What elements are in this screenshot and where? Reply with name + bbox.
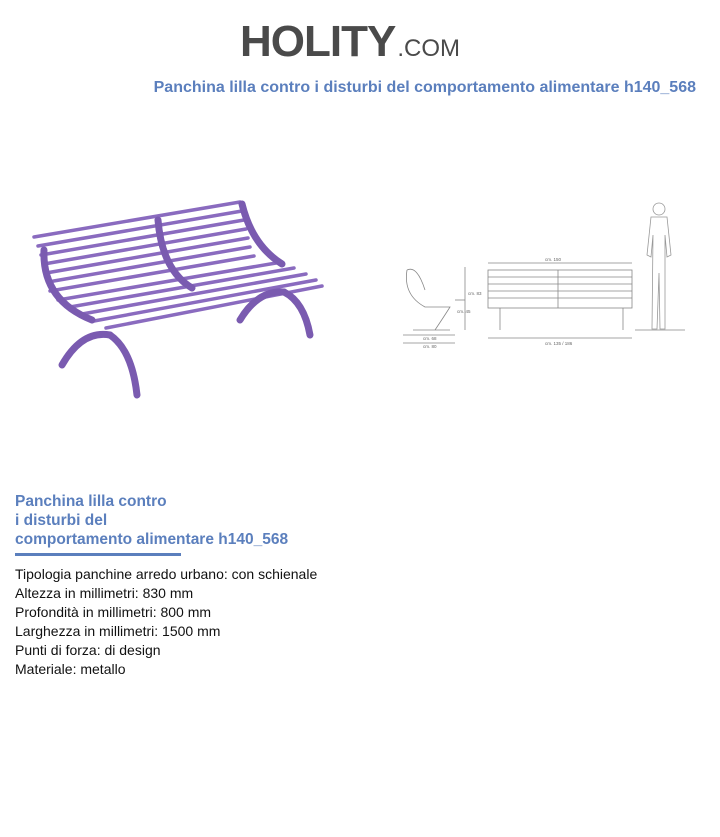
product-title-line: i disturbi del xyxy=(15,512,108,529)
spec-item: Larghezza in millimetri: 1500 mm xyxy=(15,623,221,639)
holity-logo[interactable] xyxy=(240,18,460,64)
dim-height-label: cm. 83 xyxy=(468,291,482,296)
dim-seat-depth-label: cm. 68 xyxy=(423,336,437,341)
header-title: Panchina lilla contro i disturbi del comportamento alimentare h140_568 xyxy=(153,79,696,96)
product-title xyxy=(15,492,345,549)
logo-domain-text: .COM xyxy=(397,35,460,62)
bench-photo xyxy=(22,190,327,400)
spec-item: Tipologia panchine arredo urbano: con schienale xyxy=(15,566,318,582)
spec-item: Punti di forza: di design xyxy=(15,642,161,658)
bench-slats-back xyxy=(34,202,254,291)
dim-depth-label: cm. 80 xyxy=(423,344,437,349)
dim-length-label: cm. 135 / 186 xyxy=(545,341,573,346)
dim-width-label: cm. 150 xyxy=(545,257,562,262)
technical-drawing xyxy=(395,195,690,355)
spec-item: Materiale: metallo xyxy=(15,661,126,677)
title-underline xyxy=(15,553,181,556)
product-title-line: Panchina lilla contro xyxy=(15,493,167,510)
spec-item: Altezza in millimetri: 830 mm xyxy=(15,585,194,601)
logo-main-text: HOLITY xyxy=(240,17,396,66)
spec-list xyxy=(15,565,317,679)
dim-seat-height-label: cm. 45 xyxy=(457,309,471,314)
human-silhouette xyxy=(647,203,671,329)
product-title-line: comportamento alimentare h140_568 xyxy=(15,531,289,548)
spec-item: Profondità in millimetri: 800 mm xyxy=(15,604,212,620)
